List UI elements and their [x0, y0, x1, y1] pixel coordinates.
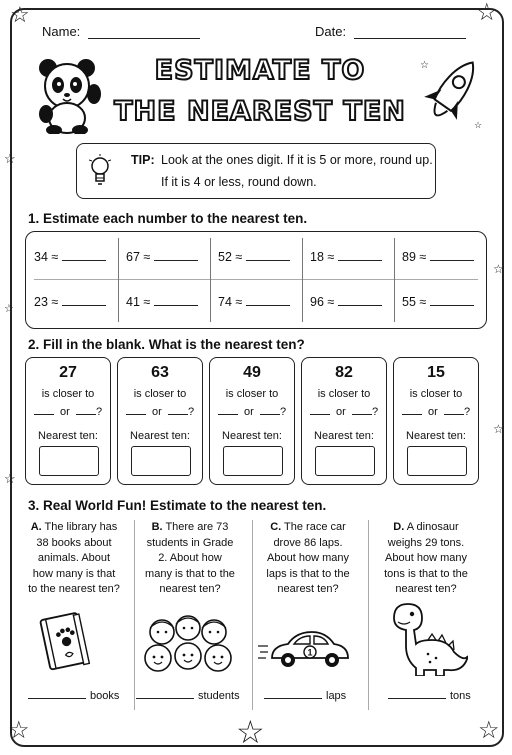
card-number: 15	[427, 364, 445, 381]
estimate-number: 55 ≈	[402, 295, 427, 309]
estimate-item[interactable]	[310, 250, 382, 264]
closer-label: is closer to	[133, 388, 187, 400]
or-row	[118, 406, 202, 418]
section-3-heading: 3. Real World Fun! Estimate to the nearest ten.	[28, 498, 327, 513]
grid-divider	[210, 238, 211, 322]
unit-label: tons	[450, 690, 471, 702]
answer-d[interactable]	[388, 690, 471, 702]
answer-blank[interactable]	[264, 698, 322, 699]
estimate-number: 18 ≈	[310, 250, 335, 264]
date-label: Date:	[315, 24, 347, 39]
star-icon: ☆	[4, 151, 16, 166]
problem-letter: D.	[393, 521, 405, 533]
star-icon: ☆	[493, 422, 504, 436]
star-icon: ☆	[10, 2, 30, 27]
estimate-number: 74 ≈	[218, 295, 243, 309]
answer-b[interactable]	[136, 690, 240, 702]
answer-blank[interactable]	[430, 305, 474, 306]
nearest-answer-box[interactable]	[39, 446, 99, 476]
card-number: 63	[151, 364, 169, 381]
upper-ten-blank[interactable]	[76, 414, 96, 415]
tip-line-2: If it is 4 or less, round down.	[161, 175, 317, 189]
word-problem-d	[380, 520, 472, 598]
answer-blank[interactable]	[154, 305, 198, 306]
problem-divider	[252, 520, 253, 710]
unit-label: students	[198, 690, 240, 702]
problem-letter: A.	[30, 521, 42, 533]
nearest-ten-card	[393, 357, 479, 485]
title-line-2: THE NEAREST TEN	[114, 96, 406, 127]
lower-ten-blank[interactable]	[218, 414, 238, 415]
word-problem-b	[144, 520, 236, 598]
answer-blank[interactable]	[246, 260, 290, 261]
estimate-item[interactable]	[126, 250, 198, 264]
upper-ten-blank[interactable]	[168, 414, 188, 415]
estimate-number: 89 ≈	[402, 250, 427, 264]
estimate-item[interactable]	[402, 250, 474, 264]
or-row	[394, 406, 478, 418]
nearest-ten-card	[301, 357, 387, 485]
card-number: 27	[59, 364, 77, 381]
lower-ten-blank[interactable]	[310, 414, 330, 415]
question-mark: ?	[371, 406, 379, 418]
lower-ten-blank[interactable]	[34, 414, 54, 415]
nearest-label: Nearest ten:	[314, 430, 374, 442]
unit-label: laps	[326, 690, 347, 702]
svg-text:☆: ☆	[474, 120, 483, 130]
card-number: 82	[335, 364, 353, 381]
star-icon: ☆	[478, 717, 500, 744]
question-mark: ?	[463, 406, 471, 418]
grid-divider	[34, 279, 478, 280]
answer-a[interactable]	[28, 690, 119, 702]
upper-ten-blank[interactable]	[260, 414, 280, 415]
title-line-1: ESTIMATE TO	[154, 55, 366, 86]
grid-divider	[118, 238, 119, 322]
estimate-item[interactable]	[218, 295, 290, 309]
nearest-answer-box[interactable]	[315, 446, 375, 476]
star-icon: ☆	[4, 303, 14, 315]
dinosaur-icon	[384, 600, 468, 676]
estimate-number: 34 ≈	[34, 250, 59, 264]
or-row	[302, 406, 386, 418]
star-icon: ☆	[493, 262, 504, 276]
closer-label: is closer to	[225, 388, 279, 400]
star-icon: ☆	[4, 471, 16, 486]
upper-ten-blank[interactable]	[444, 414, 464, 415]
name-label: Name:	[42, 24, 81, 39]
or-label: or	[336, 406, 346, 418]
estimate-number: 96 ≈	[310, 295, 335, 309]
answer-c[interactable]	[264, 690, 346, 702]
word-problem-a	[28, 520, 120, 598]
tip-label: TIP:	[131, 153, 155, 167]
upper-ten-blank[interactable]	[352, 414, 372, 415]
star-icon: ☆	[476, 0, 498, 26]
section-1-heading: 1. Estimate each number to the nearest ten.	[28, 211, 308, 226]
nearest-label: Nearest ten:	[406, 430, 466, 442]
lower-ten-blank[interactable]	[402, 414, 422, 415]
answer-blank[interactable]	[338, 305, 382, 306]
closer-label: is closer to	[317, 388, 371, 400]
unit-label: books	[90, 690, 120, 702]
problem-text: The race car drove 86 laps. About how many laps is that to the nearest ten?	[266, 521, 350, 595]
or-label: or	[428, 406, 438, 418]
svg-text:☆: ☆	[420, 60, 429, 71]
answer-blank[interactable]	[430, 260, 474, 261]
nearest-label: Nearest ten:	[222, 430, 282, 442]
estimate-number: 67 ≈	[126, 250, 151, 264]
children-icon	[142, 614, 234, 678]
lightbulb-icon	[89, 154, 111, 188]
car-number: 1	[307, 647, 313, 658]
estimate-item[interactable]	[34, 295, 106, 309]
closer-label: is closer to	[409, 388, 463, 400]
nearest-ten-card	[117, 357, 203, 485]
nearest-label: Nearest ten:	[38, 430, 98, 442]
date-field[interactable]	[315, 24, 466, 39]
answer-blank[interactable]	[28, 698, 86, 699]
grid-divider	[394, 238, 395, 322]
answer-blank[interactable]	[136, 698, 194, 699]
problem-text: The library has 38 books about animals. About how many is that to the nearest ten?	[28, 521, 120, 595]
question-mark: ?	[95, 406, 103, 418]
estimate-item[interactable]	[402, 295, 474, 309]
answer-blank[interactable]	[338, 260, 382, 261]
rocket-icon	[412, 52, 486, 136]
grid-divider	[302, 238, 303, 322]
name-line[interactable]	[88, 38, 200, 39]
nearest-ten-card	[25, 357, 111, 485]
question-mark: ?	[279, 406, 287, 418]
panda-icon	[34, 56, 104, 134]
answer-blank[interactable]	[154, 260, 198, 261]
answer-blank[interactable]	[62, 260, 106, 261]
problem-divider	[134, 520, 135, 710]
or-label: or	[152, 406, 162, 418]
card-number: 49	[243, 364, 261, 381]
answer-blank[interactable]	[62, 305, 106, 306]
estimate-number: 41 ≈	[126, 295, 151, 309]
nearest-answer-box[interactable]	[131, 446, 191, 476]
estimate-grid	[25, 231, 487, 329]
estimate-item[interactable]	[310, 295, 382, 309]
estimate-item[interactable]	[34, 250, 106, 264]
problem-text: A dinosaur weighs 29 tons. About how many tons is that to the nearest ten?	[384, 521, 468, 595]
answer-blank[interactable]	[388, 698, 446, 699]
date-line[interactable]	[354, 38, 466, 39]
question-mark: ?	[187, 406, 195, 418]
nearest-answer-box[interactable]	[407, 446, 467, 476]
name-field[interactable]	[42, 24, 200, 39]
closer-label: is closer to	[41, 388, 95, 400]
section-2-heading: 2. Fill in the blank. What is the nearest ten?	[28, 337, 305, 352]
answer-blank[interactable]	[246, 305, 290, 306]
book-icon	[36, 610, 92, 676]
star-icon: ☆	[8, 717, 30, 744]
estimate-item[interactable]	[218, 250, 290, 264]
star-icon: ☆	[236, 714, 265, 750]
race-car-icon	[258, 624, 354, 674]
estimate-number: 23 ≈	[34, 295, 59, 309]
problem-letter: B.	[151, 521, 163, 533]
problem-letter: C.	[270, 521, 282, 533]
tip-box	[76, 143, 436, 199]
estimate-number: 52 ≈	[218, 250, 243, 264]
or-label: or	[244, 406, 254, 418]
lower-ten-blank[interactable]	[126, 414, 146, 415]
problem-text: There are 73 students in Grade 2. About how many is that to the nearest ten?	[145, 521, 235, 595]
or-row	[26, 406, 110, 418]
or-label: or	[60, 406, 70, 418]
word-problem-c	[262, 520, 354, 598]
nearest-label: Nearest ten:	[130, 430, 190, 442]
nearest-answer-box[interactable]	[223, 446, 283, 476]
or-row	[210, 406, 294, 418]
nearest-ten-card	[209, 357, 295, 485]
estimate-item[interactable]	[126, 295, 198, 309]
tip-line-1: Look at the ones digit. If it is 5 or more, round up.	[161, 153, 433, 167]
problem-divider	[368, 520, 369, 710]
